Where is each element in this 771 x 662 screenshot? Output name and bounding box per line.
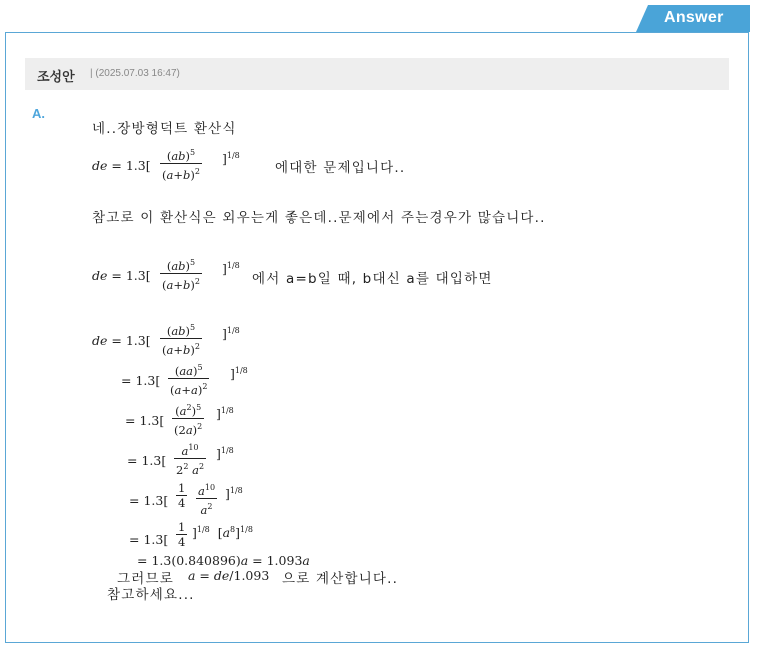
step-2-exponent: ]$^{1/8}$ [216,406,234,422]
intro-text: 네..장방형덕트 환산식 [92,121,237,137]
formula-1-lhs: de = 1.3[ [92,158,151,173]
formula-2-lhs: de = 1.3[ [92,268,151,283]
formula-1-suffix: 에대한 문제입니다.. [275,160,406,176]
answer-tab-label: Answer [664,9,724,26]
step-5-lhs: = 1.3[ [129,532,169,547]
step-1-lhs: = 1.3[ [121,373,161,388]
formula-2-exponent: ]$^{1/8}$ [222,261,240,277]
conclusion-suffix: 으로 계산합니다.. [282,571,399,587]
formula-1-fraction: (ab)$^5$ $(a+b)^2$ [162,148,200,182]
step-1-fraction: (aa)$^5$ $(a+a)^2$ [170,363,208,397]
step-5-exponent: ]$^{1/8}$ $[a^8]^{1/8}$ [192,525,253,541]
step-1-exponent: ]$^{1/8}$ [230,366,248,382]
conclusion-formula: a = de/1.093 [188,568,270,583]
step-4-lhs: = 1.3[ [129,493,169,508]
step-0-lhs: de = 1.3[ [92,333,151,348]
step-3-fraction: $a^{10}$ $2^2$ $a^2$ [176,443,205,477]
answer-tab [636,5,750,32]
author-bar [25,58,729,90]
step-4-exponent: ]$^{1/8}$ [225,486,243,502]
step-0-exponent: ]$^{1/8}$ [222,326,240,342]
step-3-exponent: ]$^{1/8}$ [216,446,234,462]
formula-2-suffix: 에서 a=b일 때, b대신 a를 대입하면 [252,271,493,287]
answer-marker: A. [32,106,45,121]
closing-text: 참고하세요... [107,587,195,603]
step-4-fraction-a: 1 4 [178,481,186,510]
step-2-fraction: $(a^2)^5$ $(2a)^2$ [174,403,203,437]
step-2-lhs: = 1.3[ [125,413,165,428]
conclusion-prefix: 그러므로 [117,571,174,587]
note-text: 참고로 이 환산식은 외우는게 좋은데..문제에서 주는경우가 많습니다.. [92,210,546,226]
author-name: 조성안 [37,70,75,85]
formula-1-exponent: ]$^{1/8}$ [222,151,240,167]
step-5-fraction: 1 4 [178,520,186,549]
step-3-lhs: = 1.3[ [127,453,167,468]
step-4-fraction-b: $a^{10}$ $a^2$ [198,483,216,517]
step-6: = 1.3(0.840896)a = 1.093a [137,553,310,568]
author-date: | (2025.07.03 16:47) [90,68,180,79]
step-0-fraction: (ab)$^5$ $(a+b)^2$ [162,323,200,357]
formula-2-fraction: (ab)$^5$ $(a+b)^2$ [162,258,200,292]
